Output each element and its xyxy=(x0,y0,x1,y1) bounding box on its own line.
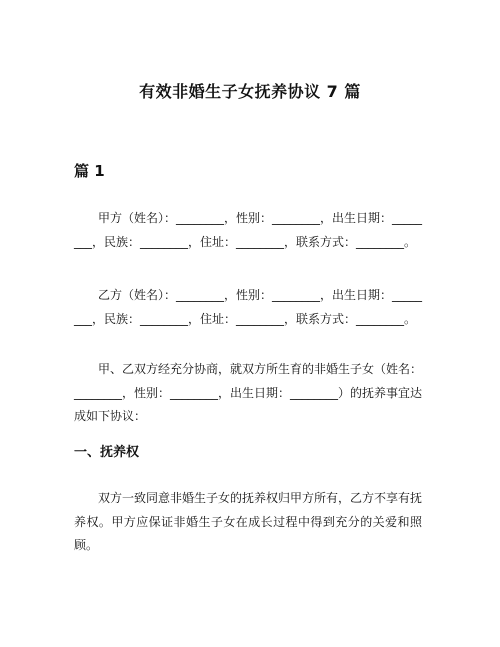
custody-paragraph: 双方一致同意非婚生子女的抚养权归甲方所有，乙方不享有抚养权。甲方应保证非婚生子女在成长过程中得到充分的关爱和照顾。 xyxy=(74,491,423,552)
agreement-intro-paragraph: 甲、乙双方经充分协商，就双方所生育的非婚生子女（姓名：________，性别：________，出生日期：________）的抚养事宜达成如下协议： xyxy=(74,362,423,423)
section-label: 篇 1 xyxy=(74,162,105,180)
party-b-paragraph: 乙方（姓名）：________，性别：________，出生日期：________，民族：________，住址：________，联系方式：________。 xyxy=(74,288,423,326)
document-title: 有效非婚生子女抚养协议 7 篇 xyxy=(139,82,361,101)
party-a-paragraph: 甲方（姓名）：________，性别：________，出生日期：________，民族：________，住址：________，联系方式：________。 xyxy=(74,211,423,249)
custody-heading: 一、抚养权 xyxy=(74,445,140,460)
